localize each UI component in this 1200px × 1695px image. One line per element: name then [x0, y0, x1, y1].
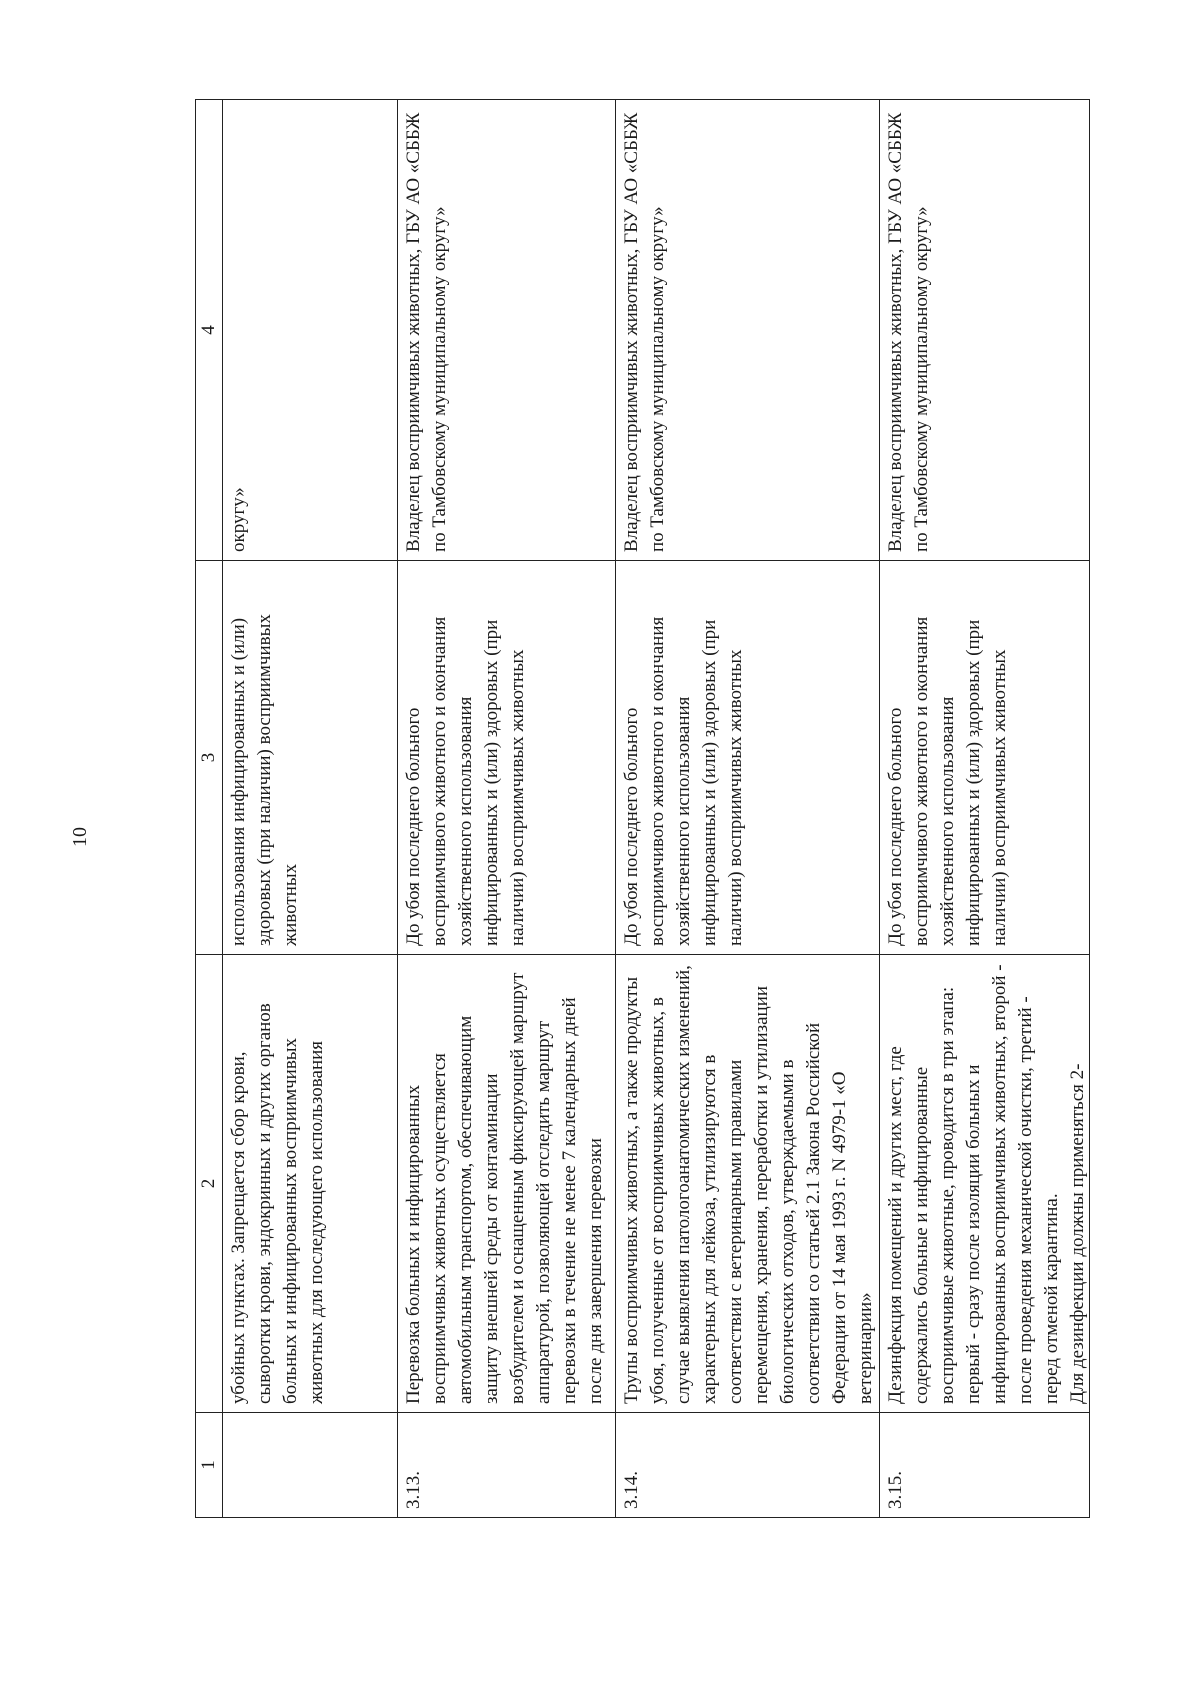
row-number: 3.13. [398, 1413, 616, 1518]
row-number [223, 1413, 398, 1518]
deadline-cell: До убоя последнего больного восприимчивого животного и окончания хозяйственного использования инфицированных и (или) здоровых (при наличии) восприимчивых животных [398, 561, 616, 955]
column-header-2: 2 [196, 955, 223, 1413]
responsible-cell: округу» [223, 100, 398, 561]
deadline-cell: использования инфицированных и (или) здоровых (при наличии) восприимчивых животных [223, 561, 398, 955]
measure-cell: Трупы восприимчивых животных, а также продукты убоя, полученные от восприимчивых животных, в случае выявления патологоанатомических изменений, характерных для лейкоза, утилизируются в соответствии с ветеринарными правилами перемещения, хранения, переработки и утилизации биологических отходов, утверждаемыми в соответствии со статьей 2.1 Закона Российской Федерации от 14 мая 1993 г. N 4979-1 «О ветеринарии» [616, 955, 880, 1413]
column-header-1: 1 [196, 1413, 223, 1518]
table-row [398, 100, 616, 1518]
table-row [223, 100, 398, 1518]
column-header-4: 4 [196, 100, 223, 561]
row-number: 3.15. [880, 1413, 1090, 1518]
table-header-row [196, 100, 223, 1518]
responsible-cell: Владелец восприимчивых животных, ГБУ АО «СББЖ по Тамбовскому муниципальному округу» [398, 100, 616, 561]
responsible-cell: Владелец восприимчивых животных, ГБУ АО «СББЖ по Тамбовскому муниципальному округу» [880, 100, 1090, 561]
column-header-3: 3 [196, 561, 223, 955]
responsible-cell: Владелец восприимчивых животных, ГБУ АО «СББЖ по Тамбовскому муниципальному округу» [616, 100, 880, 561]
row-number: 3.14. [616, 1413, 880, 1518]
deadline-cell: До убоя последнего больного восприимчивого животного и окончания хозяйственного использования инфицированных и (или) здоровых (при наличии) восприимчивых животных [616, 561, 880, 955]
table-row [880, 100, 1090, 1518]
deadline-cell: До убоя последнего больного восприимчивого животного и окончания хозяйственного использования инфицированных и (или) здоровых (при наличии) восприимчивых животных [880, 561, 1090, 955]
page-number: 10 [69, 827, 91, 847]
measure-cell: убойных пунктах. Запрещается сбор крови, сыворотки крови, эндокринных и других органов больных и инфицированных восприимчивых животных для последующего использования [223, 955, 398, 1413]
table-row [616, 100, 880, 1518]
measure-cell: Дезинфекция помещений и других мест, где содержались больные и инфицированные восприимчивые животные, проводится в три этапа: первый - сразу после изоляции больных и инфицированных восприимчивых животных, второй - после проведения механической очистки, третий - перед отменой карантина. Для дезинфекции должны применяться 2- [880, 955, 1090, 1413]
rotated-page-content [195, 100, 1088, 1518]
measures-table [195, 99, 1090, 1518]
measure-cell: Перевозка больных и инфицированных восприимчивых животных осуществляется автомобильным транспортом, обеспечивающим защиту внешней среды от контаминации возбудителем и оснащенным фиксирующей маршрут аппаратурой, позволяющей отследить маршрут перевозки в течение не менее 7 календарных дней после дня завершения перевозки [398, 955, 616, 1413]
